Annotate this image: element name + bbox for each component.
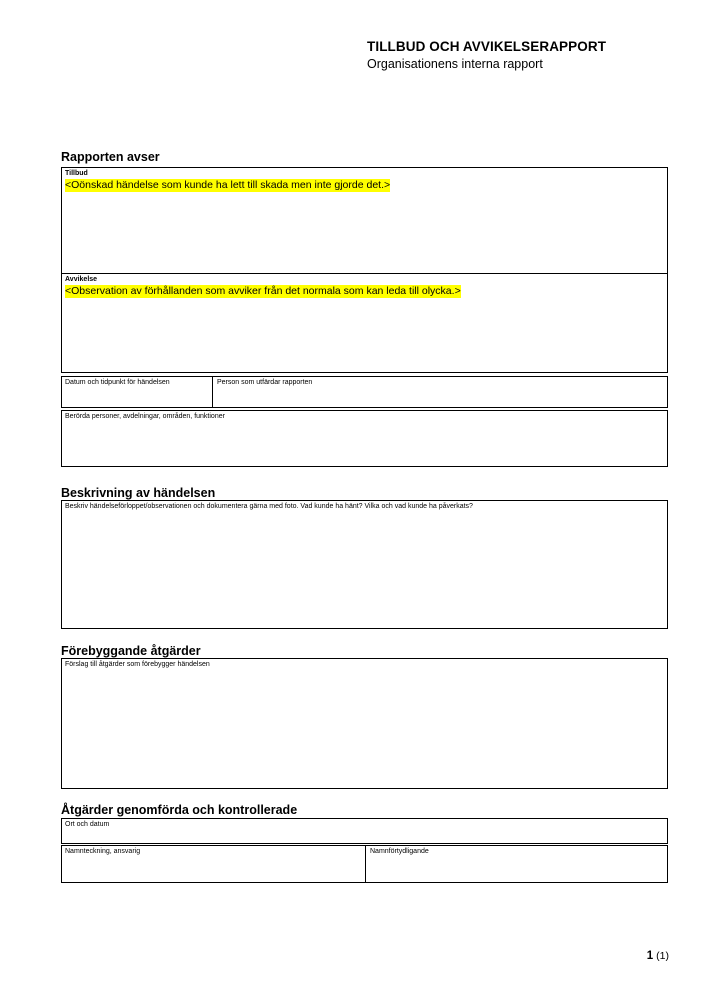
affected-persons-label: Berörda personer, avdelningar, områden, funktioner bbox=[65, 413, 225, 420]
incident-date-label: Datum och tidpunkt för händelsen bbox=[65, 379, 170, 386]
section-heading-completed: Åtgärder genomförda och kontrollerade bbox=[61, 803, 298, 817]
incident-field-label: Tillbud bbox=[65, 170, 88, 177]
affected-persons-box[interactable] bbox=[61, 410, 668, 467]
row-divider bbox=[212, 377, 213, 407]
report-issuer-label: Person som utfärdar rapporten bbox=[217, 379, 313, 386]
date-and-issuer-row bbox=[61, 376, 668, 408]
place-and-date-box[interactable] bbox=[61, 818, 668, 844]
page-footer bbox=[647, 950, 669, 962]
document-subtitle: Organisationens interna rapport bbox=[367, 57, 543, 71]
page-total: (1) bbox=[656, 950, 669, 962]
section-heading-description: Beskrivning av händelsen bbox=[61, 486, 216, 500]
document-header bbox=[367, 38, 667, 72]
description-hint: Beskriv händelseförloppet/observationen och dokumentera gärna med foto. Vad kunde ha hänt? Vilka och vad kunde ha påverkats? bbox=[65, 503, 473, 510]
preventive-measures-hint: Förslag till åtgärder som förebygger händelsen bbox=[65, 661, 210, 668]
place-and-date-label: Ort och datum bbox=[65, 821, 110, 828]
signature-label: Namnteckning, ansvarig bbox=[65, 848, 141, 855]
name-clarification-label: Namnförtydligande bbox=[370, 848, 429, 855]
incident-field-value[interactable]: <Oönskad händelse som kunde ha lett till skada men inte gjorde det.> bbox=[65, 179, 391, 191]
description-box[interactable] bbox=[61, 500, 668, 629]
deviation-field-label: Avvikelse bbox=[65, 276, 98, 283]
deviation-field-value[interactable]: <Observation av förhållanden som avviker från det normala som kan leda till olycka.> bbox=[65, 285, 461, 297]
signature-row-divider bbox=[365, 846, 366, 882]
signature-row bbox=[61, 845, 668, 883]
field-divider bbox=[62, 273, 667, 274]
section-heading-preventive: Förebyggande åtgärder bbox=[61, 644, 201, 658]
preventive-measures-box[interactable] bbox=[61, 658, 668, 789]
report-concerns-box bbox=[61, 167, 668, 373]
section-heading-report-concerns: Rapporten avser bbox=[61, 150, 160, 164]
document-title: TILLBUD OCH AVVIKELSERAPPORT bbox=[367, 39, 607, 54]
page-number: 1 bbox=[646, 950, 654, 962]
